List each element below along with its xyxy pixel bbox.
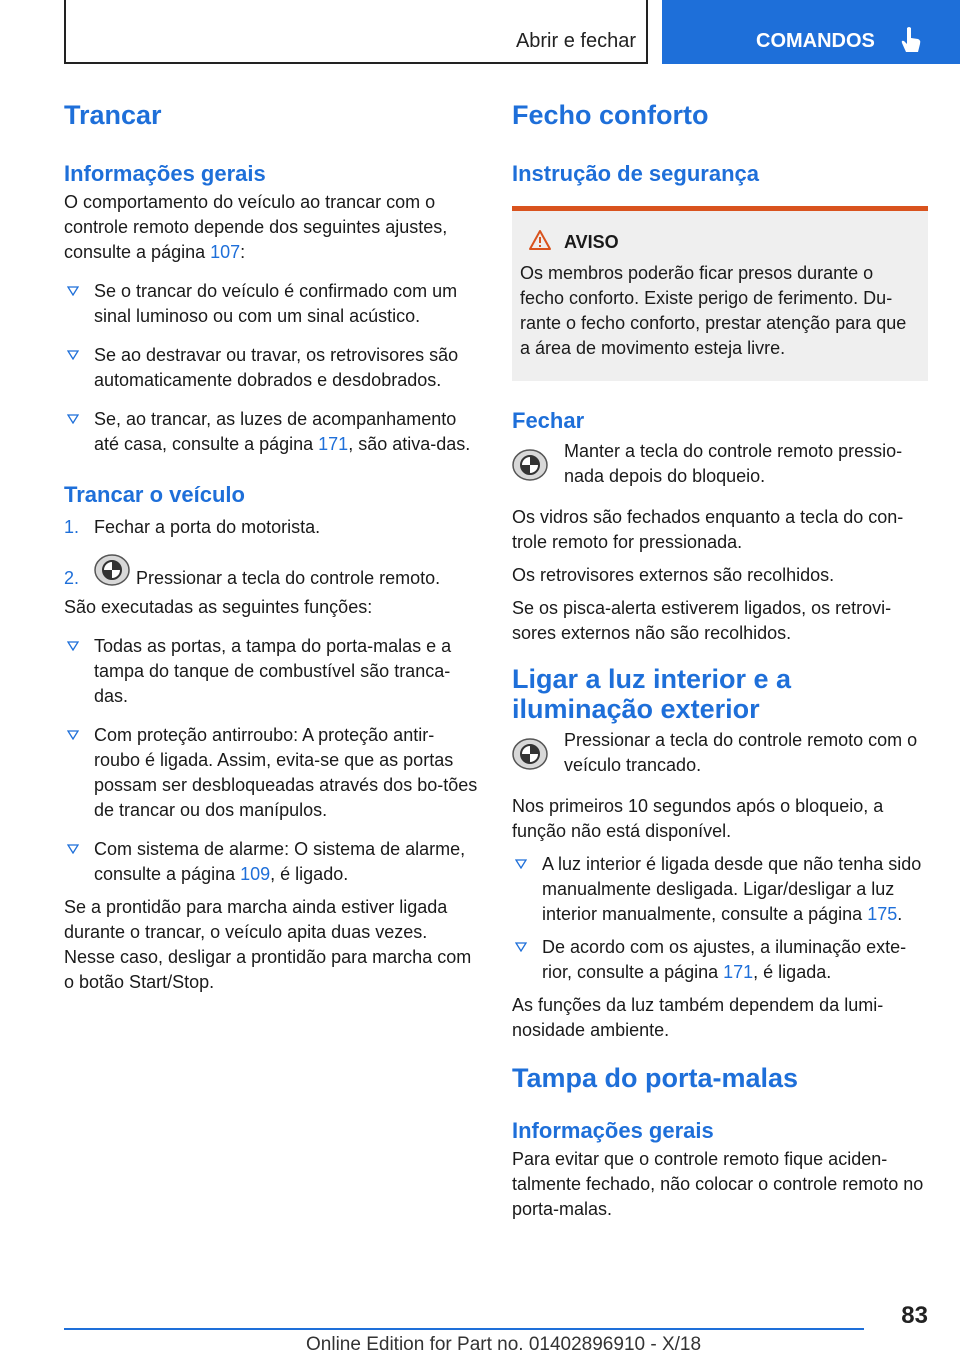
step-number: 1. — [64, 517, 80, 537]
page-link[interactable]: 175 — [867, 904, 898, 924]
functions-list — [64, 634, 480, 887]
left-column — [64, 100, 480, 995]
heading-tampa: Tampa do porta-malas — [512, 1063, 799, 1093]
trunk-paragraph: Para evitar que o controle remoto fique aciden-talmente fechado, não colocar o controle remoto no porta-malas. — [512, 1149, 924, 1219]
step-item: 2. Pressionar a tecla do controle remoto. — [64, 552, 480, 591]
page-link[interactable]: 171 — [318, 434, 349, 454]
close-paragraph-1: Os vidros são fechados enquanto a tecla do con-trole remoto for pressionada. — [512, 507, 904, 552]
bullet-triangle-icon — [67, 844, 79, 854]
warning-box — [512, 206, 928, 381]
steps-list — [64, 515, 480, 591]
page-link[interactable]: 171 — [723, 962, 754, 982]
intro-paragraph: O comportamento do veículo ao trancar com o controle remoto depende dos seguintes ajustes, consulte a página 107: — [64, 192, 448, 262]
list-item: Se, ao trancar, as luzes de acompanhamento até casa, consulte a página 171, são ativa-das. — [64, 407, 480, 457]
bullet-triangle-icon — [67, 414, 79, 424]
closing-paragraph: Se a prontidão para marcha ainda estiver ligada durante o trancar, o veículo apita duas vezes. Nesse caso, desligar a prontidão para marcha com o botão Start/Stop. — [64, 897, 472, 992]
close-paragraph-2: Os retrovisores externos são recolhidos. — [512, 565, 835, 585]
hand-pointer-icon — [900, 26, 922, 54]
heading-trancar: Trancar — [64, 100, 162, 130]
page-link[interactable]: 107 — [210, 242, 241, 262]
list-item: Se o trancar do veículo é confirmado com um sinal luminoso ou com um sinal acústico. — [64, 279, 480, 329]
subheading-trancar-veiculo: Trancar o veículo — [64, 482, 245, 507]
list-item: Todas as portas, a tampa do porta-malas e a tampa do tanque de combustível são tranca-das. — [64, 634, 480, 709]
heading-fecho-conforto: Fecho conforto — [512, 100, 709, 130]
step-item: 1. Fechar a porta do motorista. — [64, 515, 480, 540]
chapter-label: COMANDOS — [756, 30, 875, 52]
chapter-tab — [662, 0, 960, 64]
footer-edition: Online Edition for Part no. 01402896910 - X/18 — [306, 1334, 702, 1355]
remote-key-lock-icon — [512, 447, 548, 483]
subheading-seguranca: Instrução de segurança — [512, 161, 759, 186]
bullet-triangle-icon — [67, 350, 79, 360]
heading-luz: Ligar a luz interior e a iluminação exterior — [512, 664, 792, 724]
subheading-info-gerais: Informações gerais — [64, 161, 266, 186]
light-instruction: Pressionar a tecla do controle remoto com o veículo trancado. — [512, 728, 928, 778]
light-paragraph-2: As funções da luz também dependem da lumi-nosidade ambiente. — [512, 995, 884, 1040]
bullet-triangle-icon — [515, 942, 527, 952]
light-paragraph-1: Nos primeiros 10 segundos após o bloqueio, a função não está disponível. — [512, 796, 884, 841]
close-instruction: Manter a tecla do controle remoto pressio-nada depois do bloqueio. — [512, 439, 928, 489]
bullet-triangle-icon — [67, 641, 79, 651]
functions-intro: São executadas as seguintes funções: — [64, 597, 373, 617]
right-column — [512, 100, 928, 1222]
list-item: Com proteção antirroubo: A proteção antir-roubo é ligada. Assim, evita-se que as portas possam ser desbloqueadas através dos bo-tões de trancar ou dos manípulos. — [64, 723, 480, 823]
page-link[interactable]: 109 — [240, 864, 271, 884]
settings-list — [64, 279, 480, 457]
subheading-info-gerais-2: Informações gerais — [512, 1118, 714, 1143]
section-title: Abrir e fechar — [515, 30, 636, 52]
list-item: A luz interior é ligada desde que não tenha sido manualmente desligada. Ligar/desligar a luz interior manualmente, consulte a página 175. — [512, 852, 928, 927]
light-list — [512, 852, 928, 985]
footer-divider — [64, 1328, 864, 1330]
bullet-triangle-icon — [515, 859, 527, 869]
list-item: Se ao destravar ou travar, os retrovisores são automaticamente dobrados e desdobrados. — [64, 343, 480, 393]
remote-key-lock-icon — [94, 552, 130, 588]
bullet-triangle-icon — [67, 286, 79, 296]
list-item: De acordo com os ajustes, a iluminação exte-rior, consulte a página 171, é ligada. — [512, 935, 928, 985]
warning-triangle-icon — [528, 229, 552, 251]
list-item: Com sistema de alarme: O sistema de alarme, consulte a página 109, é ligado. — [64, 837, 480, 887]
warning-heading: AVISO — [520, 229, 920, 253]
close-paragraph-3: Se os pisca-alerta estiverem ligados, os retrovi-sores externos não são recolhidos. — [512, 598, 892, 643]
step-number: 2. — [64, 568, 80, 588]
warning-text: Os membros poderão ficar presos durante o fecho conforto. Existe perigo de ferimento. Du-rante o fecho conforto, prestar atenção para que a área de movimento esteja livre. — [520, 263, 907, 358]
subheading-fechar: Fechar — [512, 408, 585, 433]
bullet-triangle-icon — [67, 730, 79, 740]
page-number: 83 — [901, 1302, 928, 1329]
remote-key-lock-icon — [512, 736, 548, 772]
